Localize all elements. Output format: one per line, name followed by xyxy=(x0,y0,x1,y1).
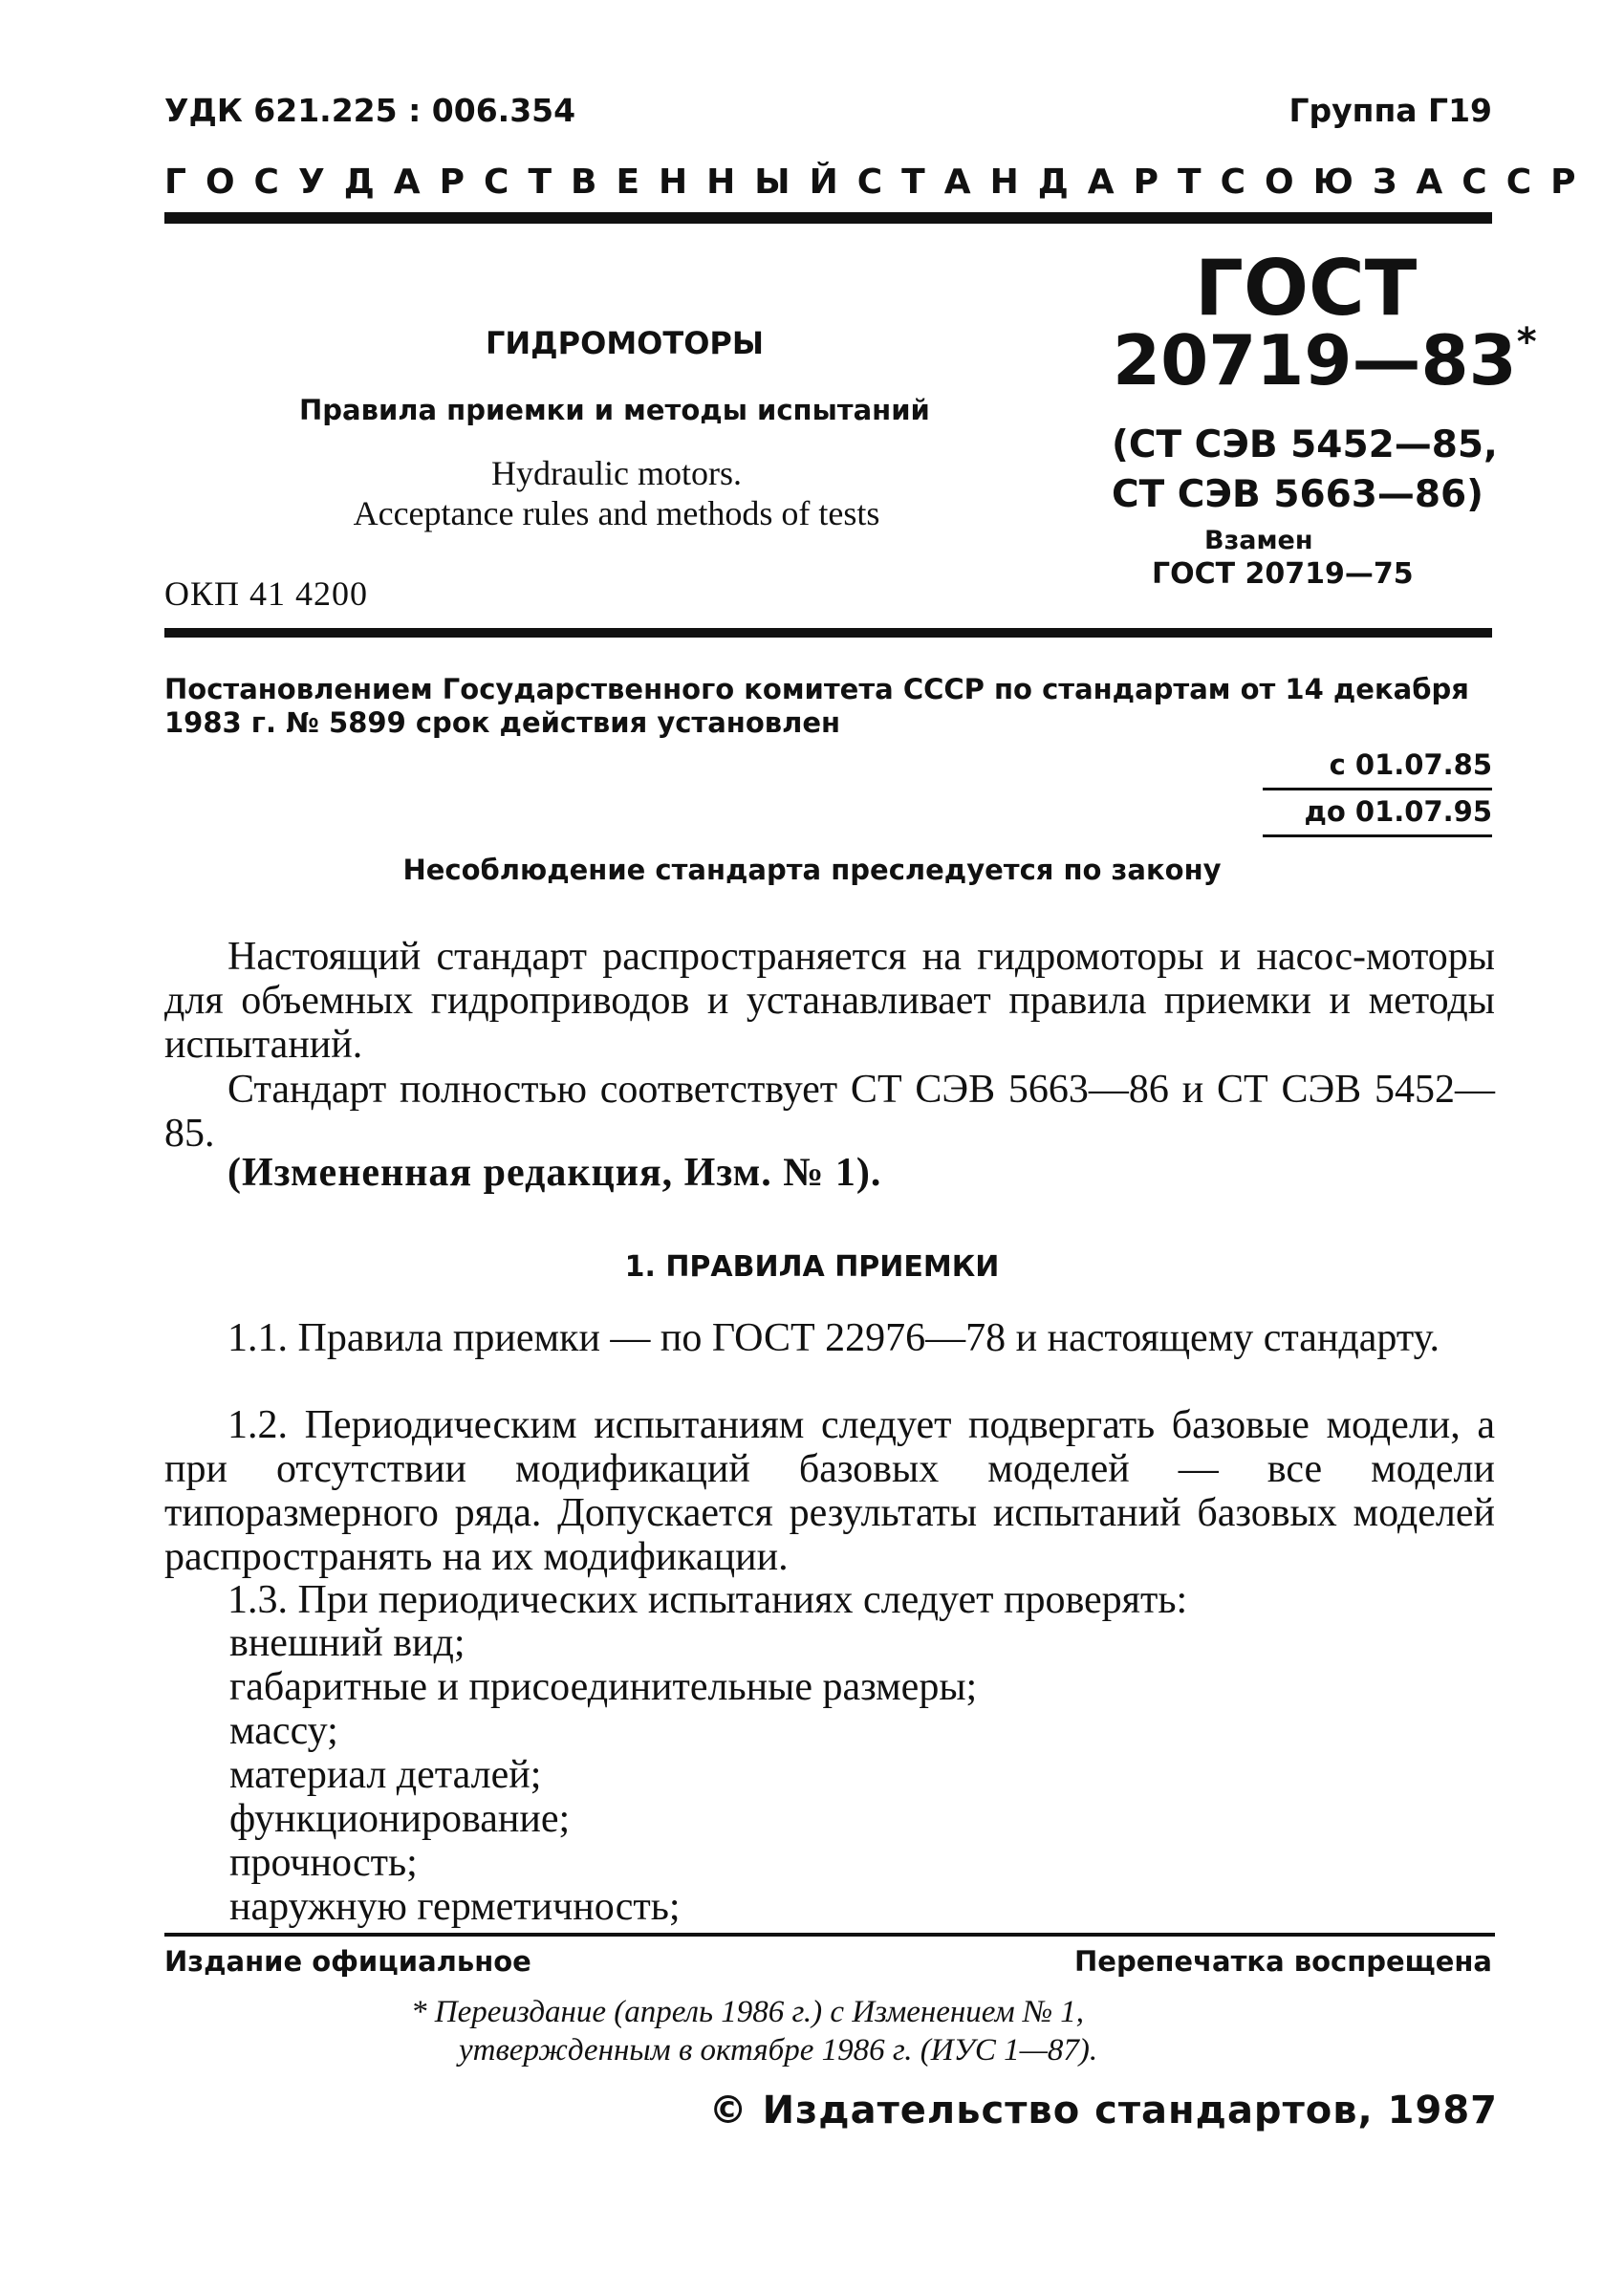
footer-rule xyxy=(164,1933,1495,1937)
title-rule xyxy=(164,628,1492,638)
section-title: 1. ПРАВИЛА ПРИЕМКИ xyxy=(624,1250,1000,1284)
st-sev-refs xyxy=(1112,421,1498,520)
okp-code: ОКП 41 4200 xyxy=(164,574,369,613)
gost-label: ГОСТ xyxy=(1195,244,1418,333)
valid-from: с 01.07.85 xyxy=(1263,744,1492,790)
paragraph-compliance: Стандарт полностью соответствует СТ СЭВ 5663—86 и СТ СЭВ 5452—85. xyxy=(164,1068,1495,1156)
list-item: наружную герметичность; xyxy=(229,1885,681,1929)
replaced-doc: ГОСТ 20719—75 xyxy=(1152,557,1414,591)
group-code: Группа Г19 xyxy=(1288,92,1492,129)
validity-period xyxy=(1263,744,1492,837)
reissue-line1: * Переиздание (апрель 1986 г.) с Изменением № 1, xyxy=(411,1995,1085,2029)
list-item: габаритные и присоединительные размеры; xyxy=(229,1665,978,1709)
state-standard-heading xyxy=(164,162,1595,202)
header-rule xyxy=(164,212,1492,224)
udk-code: УДК 621.225 : 006.354 xyxy=(164,92,576,129)
state-word-3: СОЮЗА xyxy=(1220,162,1462,202)
list-item: внешний вид; xyxy=(229,1621,466,1665)
paragraph-1-3: 1.3. При периодических испытаниях следует проверять: xyxy=(227,1578,1188,1622)
paragraph-1-2: 1.2. Периодическим испытаниям следует подвергать базовые модели, а при отсутствии модификаций базовых моделей — все модели типоразмерного ряда. Допускается результаты испытаний базовых моделей распространять на их модификации. xyxy=(164,1403,1495,1579)
gost-number-text: 20719—83 xyxy=(1113,320,1517,401)
paragraph-revision: (Измененная редакция, Изм. № 1). xyxy=(227,1151,882,1195)
check-list xyxy=(229,1621,977,1929)
paragraph-1-1: 1.1. Правила приемки — по ГОСТ 22976—78 и настоящему стандарту. xyxy=(227,1316,1440,1360)
official-edition: Издание официальное xyxy=(164,1945,531,1978)
valid-to: до 01.07.95 xyxy=(1263,790,1492,837)
reissue-line2: утвержденным в октябре 1986 г. (ИУС 1—87). xyxy=(459,2033,1098,2068)
state-word-4: ССР xyxy=(1462,162,1595,202)
state-word-2: СТАНДАРТ xyxy=(856,162,1221,202)
title-en xyxy=(287,453,946,533)
list-item: прочность; xyxy=(229,1841,418,1885)
gost-asterisk: * xyxy=(1516,320,1537,364)
title-en-line2: Acceptance rules and methods of tests xyxy=(353,494,880,532)
list-item: материал деталей; xyxy=(229,1753,542,1797)
title-en-line1: Hydraulic motors. xyxy=(491,454,742,492)
legal-warning: Несоблюдение стандарта преследуется по закону xyxy=(402,854,1222,886)
reissue-note xyxy=(411,1993,1097,2069)
title-ru: ГИДРОМОТОРЫ xyxy=(486,325,765,361)
replaced-label: Взамен xyxy=(1204,526,1313,555)
st-sev-line1: (СТ СЭВ 5452—85, xyxy=(1112,423,1498,466)
state-word-1: ГОСУДАРСТВЕННЫЙ xyxy=(164,162,857,202)
st-sev-line2: СТ СЭВ 5663—86) xyxy=(1112,473,1483,516)
copyright: © Издательство стандартов, 1987 xyxy=(708,2089,1498,2133)
list-item: массу; xyxy=(229,1709,338,1753)
paragraph-scope: Настоящий стандарт распространяется на гидромоторы и насос-моторы для объемных гидроприводов и устанавливает правила приемки и методы испытаний. xyxy=(164,935,1495,1067)
list-item: функционирование; xyxy=(229,1797,571,1841)
resolution-text: Постановлением Государственного комитета СССР по стандартам от 14 декабря 1983 г. № 5899 срок действия установлен xyxy=(164,673,1469,739)
gost-number xyxy=(1113,320,1537,401)
subtitle-ru: Правила приемки и методы испытаний xyxy=(299,394,930,426)
reprint-notice: Перепечатка воспрещена xyxy=(1074,1945,1492,1978)
